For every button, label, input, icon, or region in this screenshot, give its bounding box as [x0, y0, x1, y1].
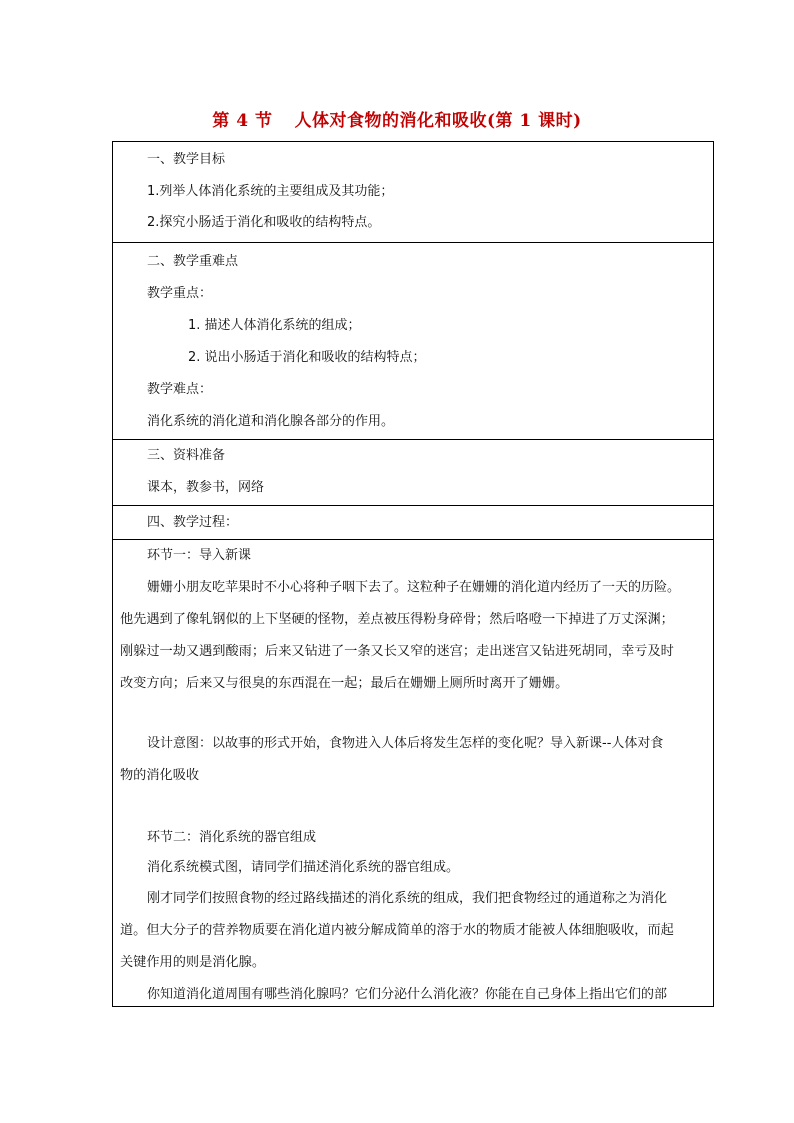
- section-number: 第 4 节: [212, 111, 273, 131]
- link2-title: 环节二：消化系统的器官组成: [147, 830, 317, 845]
- link2-paragraph: 刚才同学们按照食物的经过路线描述的消化系统的组成，我们把食物经过的通道称之为消化: [147, 891, 668, 906]
- key-item: 1. 描述人体消化系统的组成；: [188, 318, 361, 333]
- objectives-heading: 一、教学目标: [147, 152, 226, 167]
- story-line: 他先遇到了像轧钢似的上下坚硬的怪物，差点被压得粉身碎骨；然后咯噔一下掉进了万丈深渊；: [120, 612, 674, 627]
- section-process-heading: [113, 506, 713, 540]
- key-points-heading: 二、教学重难点: [147, 254, 239, 269]
- materials-text: 课本，教参书，网络: [147, 480, 265, 495]
- story-line: 姗姗小朋友吃苹果时不小心将种子咽下去了。这粒种子在姗姗的消化道内经历了一天的历险。: [147, 580, 681, 595]
- process-heading: 四、教学过程：: [147, 515, 239, 530]
- difficulty-text: 消化系统的消化道和消化腺各部分的作用。: [147, 414, 395, 429]
- difficulty-label: 教学难点：: [147, 382, 213, 397]
- link2-paragraph: 关键作用的则是消化腺。: [120, 955, 266, 970]
- link1-title: 环节一：导入新课: [147, 548, 252, 563]
- section-objectives: [113, 142, 713, 243]
- story-line: 改变方向；后来又与很臭的东西混在一起；最后在姗姗上厕所时离开了姗姗。: [120, 676, 569, 691]
- design-intent: 物的消化吸收: [120, 768, 200, 783]
- lesson-plan-table: [112, 141, 714, 1007]
- link2-question: 你知道消化道周围有哪些消化腺吗？它们分泌什么消化液？你能在自己身体上指出它们的部: [147, 987, 668, 1002]
- section-materials: [113, 440, 713, 506]
- key-label: 教学重点：: [147, 286, 213, 301]
- design-intent: 设计意图：以故事的形式开始，食物进入人体后将发生怎样的变化呢？导入新课--人体对食: [147, 736, 664, 751]
- materials-heading: 三、资料准备: [147, 448, 226, 463]
- link2-paragraph: 道。但大分子的营养物质要在消化道内被分解成简单的溶于水的物质才能被人体细胞吸收，而起: [120, 923, 674, 938]
- key-item: 2. 说出小肠适于消化和吸收的结构特点；: [188, 350, 426, 365]
- link2-intro: 消化系统模式图，请同学们描述消化系统的器官组成。: [147, 860, 460, 875]
- page-title: [0, 106, 794, 131]
- objective-item: 1.列举人体消化系统的主要组成及其功能；: [147, 184, 394, 199]
- section-process-body: [113, 540, 713, 1006]
- lesson-title: 人体对食物的消化和吸收(第 1 课时): [294, 111, 582, 131]
- story-line: 刚躲过一劫又遇到酸雨；后来又钻进了一条又长又窄的迷宫；走出迷宫又钻进死胡同，幸亏及时: [120, 644, 674, 659]
- section-key-points: [113, 243, 713, 440]
- objective-item: 2.探究小肠适于消化和吸收的结构特点。: [147, 215, 381, 230]
